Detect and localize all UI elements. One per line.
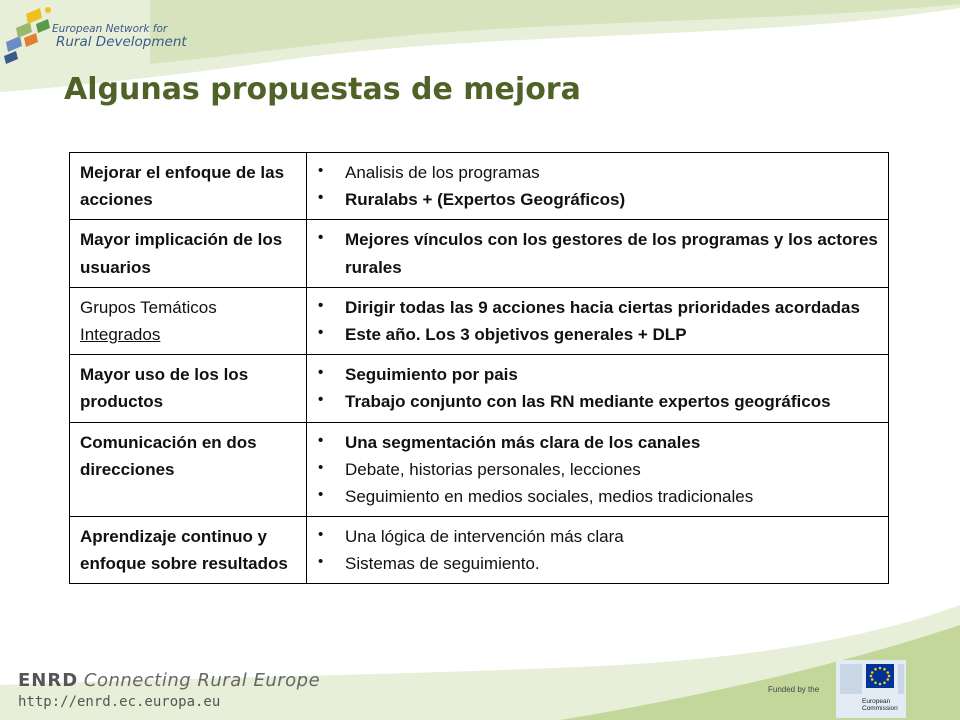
table-row [70,422,889,517]
row-label: Aprendizaje continuo y enfoque sobre resultados [70,517,307,584]
row-items [307,517,889,584]
ec-line2: Commission [862,705,898,713]
footer-url[interactable]: http://enrd.ec.europa.eu [18,694,221,710]
row-label-line2: Integrados [80,324,161,344]
funded-by-text: Funded by the [768,685,820,694]
row-items [307,422,889,517]
table-row [70,220,889,287]
logo-line2: Rural Development [56,34,187,51]
list-item: • Mejores vínculos con los gestores de los programas y los actores rurales [345,226,878,280]
list-item: • Una segmentación más clara de los canales [345,429,878,456]
ec-line1: European [862,698,891,705]
row-items [307,153,889,220]
row-label: Mejorar el enfoque de las acciones [70,153,307,220]
row-label [70,287,307,354]
footer-brand [18,670,320,691]
table-row [70,517,889,584]
list-item: • Dirigir todas las 9 acciones hacia ciertas prioridades acordadas [345,294,878,321]
table-row [70,355,889,422]
logo-line1: European Network for [52,23,168,35]
row-label: Comunicación en dos direcciones [70,422,307,517]
list-item: • Trabajo conjunto con las RN mediante expertos geográficos [345,388,878,415]
list-item: • Debate, historias personales, lecciones [345,456,878,483]
row-items [307,220,889,287]
enrd-logo [2,2,192,64]
slide-title: Algunas propuestas de mejora [64,72,581,107]
list-item: • Analisis de los programas [345,159,878,186]
row-label-line1: Grupos Temáticos [80,297,217,317]
row-items [307,355,889,422]
proposals-table [69,152,889,584]
table-row [70,153,889,220]
brand-tagline: Connecting Rural Europe [83,670,321,691]
table-row [70,287,889,354]
list-item: • Seguimiento en medios sociales, medios tradicionales [345,483,878,510]
list-item: • Seguimiento por pais [345,361,878,388]
list-item: • Este año. Los 3 objetivos generales + DLP [345,321,878,348]
list-item: • Sistemas de seguimiento. [345,550,878,577]
list-item: • Ruralabs + (Expertos Geográficos) [345,186,878,213]
brand-name: ENRD [18,670,79,691]
row-label: Mayor uso de los los productos [70,355,307,422]
row-items [307,287,889,354]
european-commission-label [862,698,898,712]
row-label: Mayor implicación de los usuarios [70,220,307,287]
list-item: • Una lógica de intervención más clara [345,523,878,550]
